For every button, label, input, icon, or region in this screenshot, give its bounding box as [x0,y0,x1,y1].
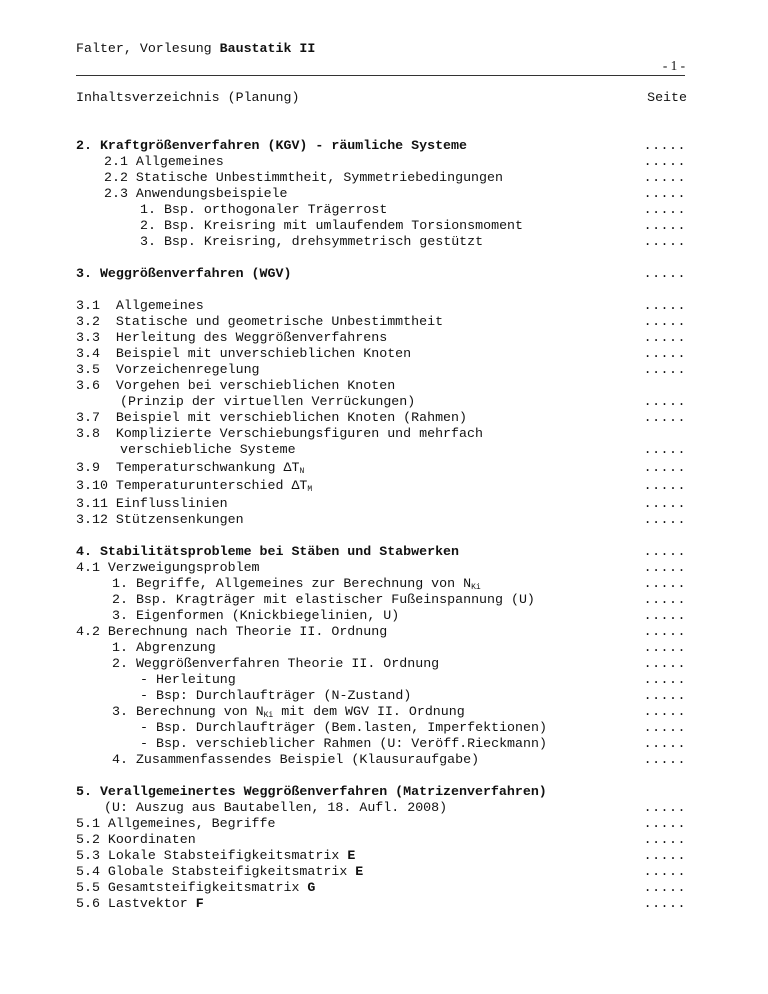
toc-entry-text [76,496,228,512]
page-ref-dots: ..... [643,672,686,687]
toc-entry-label: 3.6 Vorgehen bei verschieblichen Knoten [76,378,396,393]
toc-entry-label: 1. Begriffe, Allgemeines zur Berechnung von N [112,576,472,591]
toc-entry [76,442,686,458]
page-ref-dots: ..... [643,410,686,425]
page-ref-dots: ..... [643,298,686,313]
page-ref-dots: ..... [643,442,686,457]
page-ref-dots: ..... [643,460,686,475]
toc-entry-label: 3.8 Komplizierte Verschiebungsfiguren und mehrfach [76,426,483,441]
page-ref-dots: ..... [643,864,686,879]
page-ref-dots: ..... [643,688,686,703]
page-ref-dots: ..... [643,330,686,345]
toc-entry-label: verschiebliche Systeme [120,442,296,457]
toc-entry-text [104,186,288,202]
toc-entry [76,426,686,442]
toc-entry-text [76,512,244,528]
toc-entry-label: 2. Weggrößenverfahren Theorie II. Ordnung [112,656,440,671]
toc-entry-text [104,170,503,186]
toc-entry [76,478,686,494]
toc-entry-label: 3. Eigenformen (Knickbiegelinien, U) [112,608,400,623]
toc-entry-label: 3.2 Statische und geometrische Unbestimmtheit [76,314,444,329]
toc-entry-text [112,704,465,720]
toc-entry [76,784,686,800]
toc-entry-text [104,154,224,170]
toc-entry-text [76,832,196,848]
toc-entry-text [76,426,483,442]
course-title: Baustatik II [219,41,316,56]
page-number: - 1 - [662,58,685,73]
toc-entry [76,138,686,154]
toc-entry-text [76,880,315,896]
toc-entry-text [76,848,355,864]
toc-entry [76,496,686,512]
toc-entry-text [76,410,467,426]
page-ref-dots: ..... [643,832,686,847]
toc-entry-label: 3. Weggrößenverfahren (WGV) [76,266,292,281]
toc-entry-text [76,624,387,640]
toc-entry [76,346,686,362]
toc-header [76,90,687,106]
toc-entry-text [76,544,459,560]
toc-entry-label: (U: Auszug aus Bautabellen, 18. Aufl. 2008) [104,800,448,815]
toc-entry [76,576,686,592]
toc-entry [76,234,686,250]
page-ref-dots: ..... [643,880,686,895]
page-ref-dots: ..... [643,592,686,607]
page-ref-dots: ..... [643,202,686,217]
page-ref-dots: ..... [643,736,686,751]
toc-entry [76,218,686,234]
toc-entry-label: 3.12 Stützensenkungen [76,512,244,527]
page-ref-dots: ..... [643,752,686,767]
toc-entry [76,896,686,912]
page-ref-dots: ..... [643,720,686,735]
toc-entry-label: 4.2 Berechnung nach Theorie II. Ordnung [76,624,388,639]
page-ref-dots: ..... [643,576,686,591]
page-ref-dots: ..... [643,218,686,233]
toc-entry-text [76,330,387,346]
toc-entry-label: 2.2 Statische Unbestimmtheit, Symmetriebedingungen [104,170,503,185]
toc-entry-label: 2.1 Allgemeines [104,154,224,169]
header-prefix: Falter, Vorlesung [76,41,220,56]
toc-entry [76,608,686,624]
toc-entry [76,640,686,656]
toc-entry-text [76,266,291,282]
toc-entry [76,672,686,688]
toc-entry [76,154,686,170]
toc-page-label: Seite [647,90,687,105]
toc-entry-label: 2. Bsp. Kragträger mit elastischer Fußeinspannung (U) [112,592,535,607]
toc-entry-text [140,218,523,234]
toc-entry-text [76,816,276,832]
toc-entry [76,800,686,816]
toc-entry-text [76,298,204,314]
toc-entry-label: 3.1 Allgemeines [76,298,204,313]
toc-entry-label: 4. Zusammenfassendes Beispiel (Klausuraufgabe) [112,752,480,767]
toc-entry-label: 1. Abgrenzung [112,640,216,655]
toc-entry [76,592,686,608]
toc-entry [76,460,686,476]
page-ref-dots: ..... [643,640,686,655]
toc-entry-text [140,688,411,704]
toc-entry-label: 3.5 Vorzeichenregelung [76,362,260,377]
toc-entry [76,864,686,880]
page-ref-dots: ..... [643,656,686,671]
toc-entry-text [76,478,312,494]
toc-entry-label: 3.3 Herleitung des Weggrößenverfahrens [76,330,388,345]
toc-entry-label: 3.11 Einflusslinien [76,496,228,511]
toc-entry [76,186,686,202]
toc-entry-label: 3.10 Temperaturunterschied ΔT [76,478,308,493]
matrix-symbol: E [347,848,356,863]
toc-entry-label-rest: mit dem WGV II. Ordnung [273,704,465,719]
page-ref-dots: ..... [643,346,686,361]
toc-entry-text [112,752,479,768]
toc-entry-label: (Prinzip der virtuellen Verrückungen) [120,394,416,409]
toc-entry-text [140,234,483,250]
subscript: M [307,485,313,494]
toc-entry [76,512,686,528]
toc-entry-text [76,864,363,880]
toc-entry-text [76,560,260,576]
toc-entry-label: 3.7 Beispiel mit verschieblichen Knoten (Rahmen) [76,410,467,425]
toc-entry [76,170,686,186]
toc-entry-text [76,346,411,362]
page-ref-dots: ..... [643,544,686,559]
page-ref-dots: ..... [643,362,686,377]
toc-entry-label: 2.3 Anwendungsbeispiele [104,186,288,201]
toc-entry-text [140,720,547,736]
toc-entry-text [104,800,447,816]
toc-entry [76,410,686,426]
toc-entry-label: 4.1 Verzweigungsproblem [76,560,260,575]
toc-entry [76,202,686,218]
subscript: Ki [471,583,481,592]
toc-entry [76,816,686,832]
toc-entry-label: 2. Kraftgrößenverfahren (KGV) - räumliche Systeme [76,138,467,153]
toc-entry [76,544,686,560]
page-ref-dots: ..... [643,848,686,863]
toc-entry [76,736,686,752]
toc-entry [76,298,686,314]
toc-entry [76,832,686,848]
toc-entry-label: 4. Stabilitätsprobleme bei Stäben und Stabwerken [76,544,460,559]
toc-entry-label: 3. Berechnung von N [112,704,264,719]
toc-entry-text [140,202,387,218]
toc-entry-text [112,640,216,656]
page-ref-dots: ..... [643,800,686,815]
toc-entry-label: 3.4 Beispiel mit unverschieblichen Knoten [76,346,412,361]
page-ref-dots: ..... [643,314,686,329]
header-rule [76,75,685,76]
toc-entry-label: 5. Verallgemeinertes Weggrößenverfahren (Matrizenverfahren) [76,784,547,799]
toc-entry-text [76,784,547,800]
page-ref-dots: ..... [643,478,686,493]
toc-entry-text [76,138,467,154]
subscript: N [299,467,305,476]
page-ref-dots: ..... [643,394,686,409]
toc-entry [76,704,686,720]
page-ref-dots: ..... [643,186,686,201]
toc-entry [76,624,686,640]
page-ref-dots: ..... [643,560,686,575]
toc-entry [76,848,686,864]
toc-entry [76,656,686,672]
toc-entry-label: 3. Bsp. Kreisring, drehsymmetrisch gestützt [140,234,484,249]
page-ref-dots: ..... [643,896,686,911]
toc-entry [76,880,686,896]
toc-entry-label: 5.1 Allgemeines, Begriffe [76,816,276,831]
toc-entry-text [76,460,304,476]
toc-entry-text [76,896,204,912]
toc-entry-text [112,608,399,624]
toc-entry-text [120,394,415,410]
toc-entry [76,266,686,282]
page-ref-dots: ..... [643,138,686,153]
toc-entry-text [112,592,535,608]
toc-entry-text [76,362,260,378]
page-ref-dots: ..... [643,496,686,511]
toc-entry-text [76,378,395,394]
toc-entry-label: - Herleitung [140,672,236,687]
page-ref-dots: ..... [643,234,686,249]
page-ref-dots: ..... [643,154,686,169]
toc-entry-label: - Bsp. verschieblicher Rahmen (U: Veröff.Rieckmann) [140,736,547,751]
toc-entry-text [76,314,443,330]
toc-entry-label: 2. Bsp. Kreisring mit umlaufendem Torsionsmoment [140,218,524,233]
toc-title: Inhaltsverzeichnis (Planung) [76,90,300,105]
toc-entry-label: 5.3 Lokale Stabsteifigkeitsmatrix [76,848,348,863]
toc-entry-label: - Bsp: Durchlaufträger (N-Zustand) [140,688,412,703]
toc-entry [76,720,686,736]
page-ref-dots: ..... [643,608,686,623]
toc-entry-label: 5.4 Globale Stabsteifigkeitsmatrix [76,864,356,879]
toc-entry-label: - Bsp. Durchlaufträger (Bem.lasten, Imperfektionen) [140,720,547,735]
page-ref-dots: ..... [643,704,686,719]
toc-entry-text [140,736,547,752]
toc-entry-label: 5.2 Koordinaten [76,832,196,847]
matrix-symbol: G [307,880,316,895]
matrix-symbol: F [195,896,204,911]
toc-entry-text [140,672,236,688]
toc-entry [76,560,686,576]
toc-entry-label: 1. Bsp. orthogonaler Trägerrost [140,202,388,217]
toc-entry [76,394,686,410]
toc-entry-label: 3.9 Temperaturschwankung ΔT [76,460,300,475]
page-ref-dots: ..... [643,816,686,831]
toc-entry [76,688,686,704]
toc-entry-label: 5.6 Lastvektor [76,896,196,911]
toc-entry-text [112,656,439,672]
toc-entry [76,314,686,330]
toc-entry [76,752,686,768]
page-header [76,41,315,57]
subscript: Ki [263,711,274,720]
toc-entry [76,362,686,378]
page-ref-dots: ..... [643,624,686,639]
toc-entry-text [120,442,296,458]
page-ref-dots: ..... [643,512,686,527]
toc-entry [76,330,686,346]
toc-entry [76,378,686,394]
page-ref-dots: ..... [643,266,686,281]
page-ref-dots: ..... [643,170,686,185]
matrix-symbol: E [355,864,364,879]
toc-entry-label: 5.5 Gesamtsteifigkeitsmatrix [76,880,308,895]
toc-entry-text [112,576,481,592]
